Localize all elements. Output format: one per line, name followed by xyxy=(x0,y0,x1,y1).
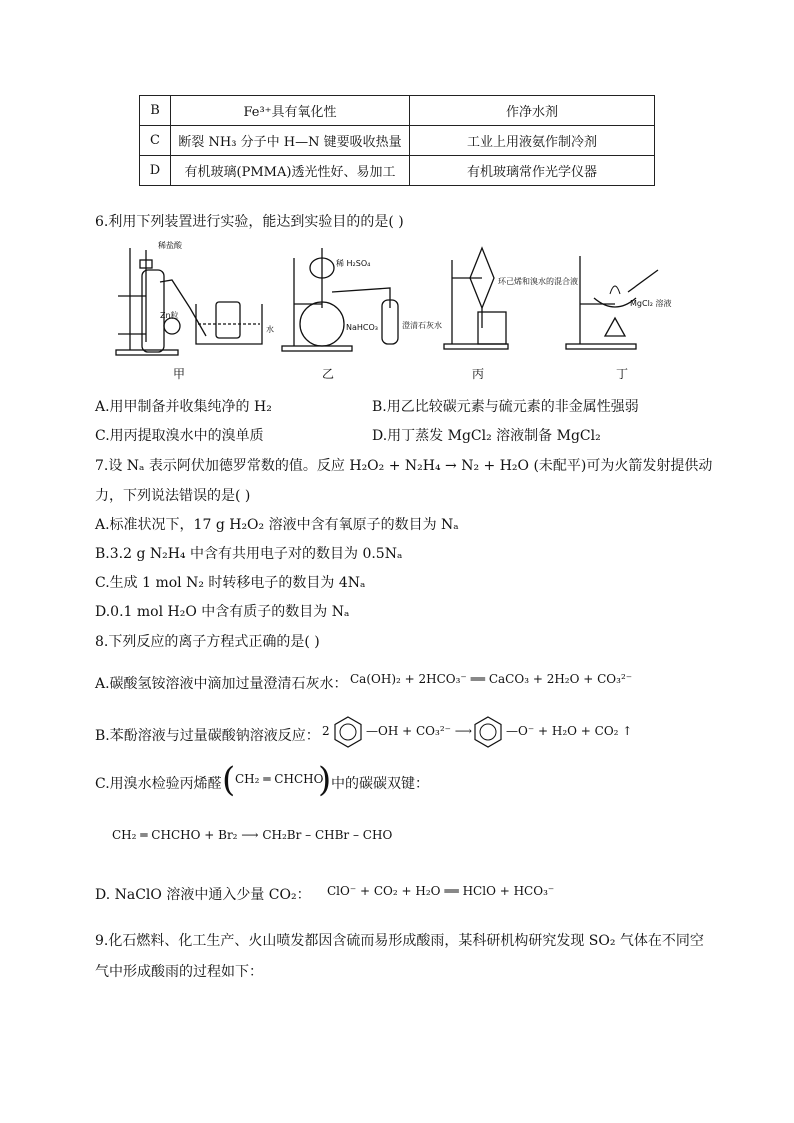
right-paren: ) xyxy=(318,760,332,800)
q8-option-c-text2: 中的碳碳双键： xyxy=(331,776,429,792)
q8-option-b-middle: —OH + CO₃²⁻ ⟶ xyxy=(366,724,472,738)
q8-option-b-coeff: 2 xyxy=(322,724,330,738)
q9-stem-line2: 气中形成酸雨的过程如下： xyxy=(95,964,263,980)
left-paren: ( xyxy=(222,760,236,800)
table-row xyxy=(140,96,655,126)
q8-option-b-right: —O⁻ + H₂O + CO₂ ↑ xyxy=(506,724,633,738)
label-hcl: 稀盐酸 xyxy=(158,241,182,250)
label-mgcl2: MgCl₂ 溶液 xyxy=(630,299,672,308)
q8-option-a-equation: Ca(OH)₂ + 2HCO₃⁻ ══ CaCO₃ + 2H₂O + CO₃²⁻ xyxy=(350,672,633,686)
caption-ding: 丁 xyxy=(616,367,629,381)
row-statement: 有机玻璃(PMMA)透光性好、易加工 xyxy=(171,156,410,186)
q6-option-b: B.用乙比较碳元素与硫元素的非金属性强弱 xyxy=(372,399,639,415)
q8-option-b-text: B.苯酚溶液与过量碳酸钠溶液反应： xyxy=(95,728,320,744)
label-nahco3: NaHCO₃ xyxy=(346,323,378,332)
q7-option-c: C.生成 1 mol N₂ 时转移电子的数目为 4Nₐ xyxy=(95,575,366,591)
q8-option-d-text: D. NaClO 溶液中通入少量 CO₂： xyxy=(95,887,311,903)
q6-stem: 6.利用下列装置进行实验，能达到实验目的的是( ) xyxy=(95,214,404,230)
label-zn: Zn粒 xyxy=(160,311,179,320)
q7-stem-line2: 力，下列说法错误的是( ) xyxy=(95,488,251,504)
row-application: 工业上用液氨作制冷剂 xyxy=(410,126,655,156)
q8-stem: 8.下列反应的离子方程式正确的是( ) xyxy=(95,634,320,650)
q8-option-c-equation: CH₂ ═ CHCHO + Br₂ ⟶ CH₂Br – CHBr – CHO xyxy=(112,828,393,842)
label-water: 水 xyxy=(266,325,274,334)
q7-stem-line1: 7.设 Nₐ 表示阿伏加德罗常数的值。反应 H₂O₂ + N₂H₄ → N₂ + H₂O (未配平)可为火箭发射提供动 xyxy=(95,458,713,474)
label-mixture: 环己烯和溴水的混合液 xyxy=(498,277,578,286)
q8-option-d-equation: ClO⁻ + CO₂ + H₂O ══ HClO + HCO₃⁻ xyxy=(327,884,555,898)
row-statement: 断裂 NH₃ 分子中 H—N 键要吸收热量 xyxy=(171,126,410,156)
q6-option-d: D.用丁蒸发 MgCl₂ 溶液制备 MgCl₂ xyxy=(372,428,601,444)
row-application: 作净水剂 xyxy=(410,96,655,126)
row-letter: D xyxy=(140,156,171,186)
q9-stem-line1: 9.化石燃料、化工生产、火山喷发都因含硫而易形成酸雨，某科研机构研究发现 SO₂ 气体在不同空 xyxy=(95,933,704,949)
label-limewater: 澄清石灰水 xyxy=(402,321,442,330)
q7-option-d: D.0.1 mol H₂O 中含有质子的数目为 Nₐ xyxy=(95,604,350,620)
row-application: 有机玻璃常作光学仪器 xyxy=(410,156,655,186)
q8-option-c-text1: C.用溴水检验丙烯醛 xyxy=(95,776,222,792)
caption-bing: 丙 xyxy=(472,367,485,381)
q8-option-a-text: A.碳酸氢铵溶液中滴加过量澄清石灰水： xyxy=(95,676,348,692)
apparatus-figure xyxy=(110,238,720,380)
q7-option-a: A.标准状况下，17 g H₂O₂ 溶液中含有氧原子的数目为 Nₐ xyxy=(95,517,459,533)
q6-option-a: A.用甲制备并收集纯净的 H₂ xyxy=(95,399,272,415)
label-h2so4: 稀 H₂SO₄ xyxy=(336,259,371,268)
q8-option-c-reagent: CH₂ ═ CHCHO xyxy=(235,772,324,786)
phenoxide-ring-icon xyxy=(470,714,506,750)
q7-option-b: B.3.2 g N₂H₄ 中含有共用电子对的数目为 0.5Nₐ xyxy=(95,546,403,562)
options-table xyxy=(139,95,655,186)
caption-jia: 甲 xyxy=(173,367,186,381)
row-statement: Fe³⁺具有氧化性 xyxy=(171,96,410,126)
benzene-ring-icon xyxy=(330,714,366,750)
table-row xyxy=(140,126,655,156)
caption-yi: 乙 xyxy=(322,367,335,381)
q6-option-c: C.用丙提取溴水中的溴单质 xyxy=(95,428,264,444)
row-letter: C xyxy=(140,126,171,156)
table-row xyxy=(140,156,655,186)
row-letter: B xyxy=(140,96,171,126)
